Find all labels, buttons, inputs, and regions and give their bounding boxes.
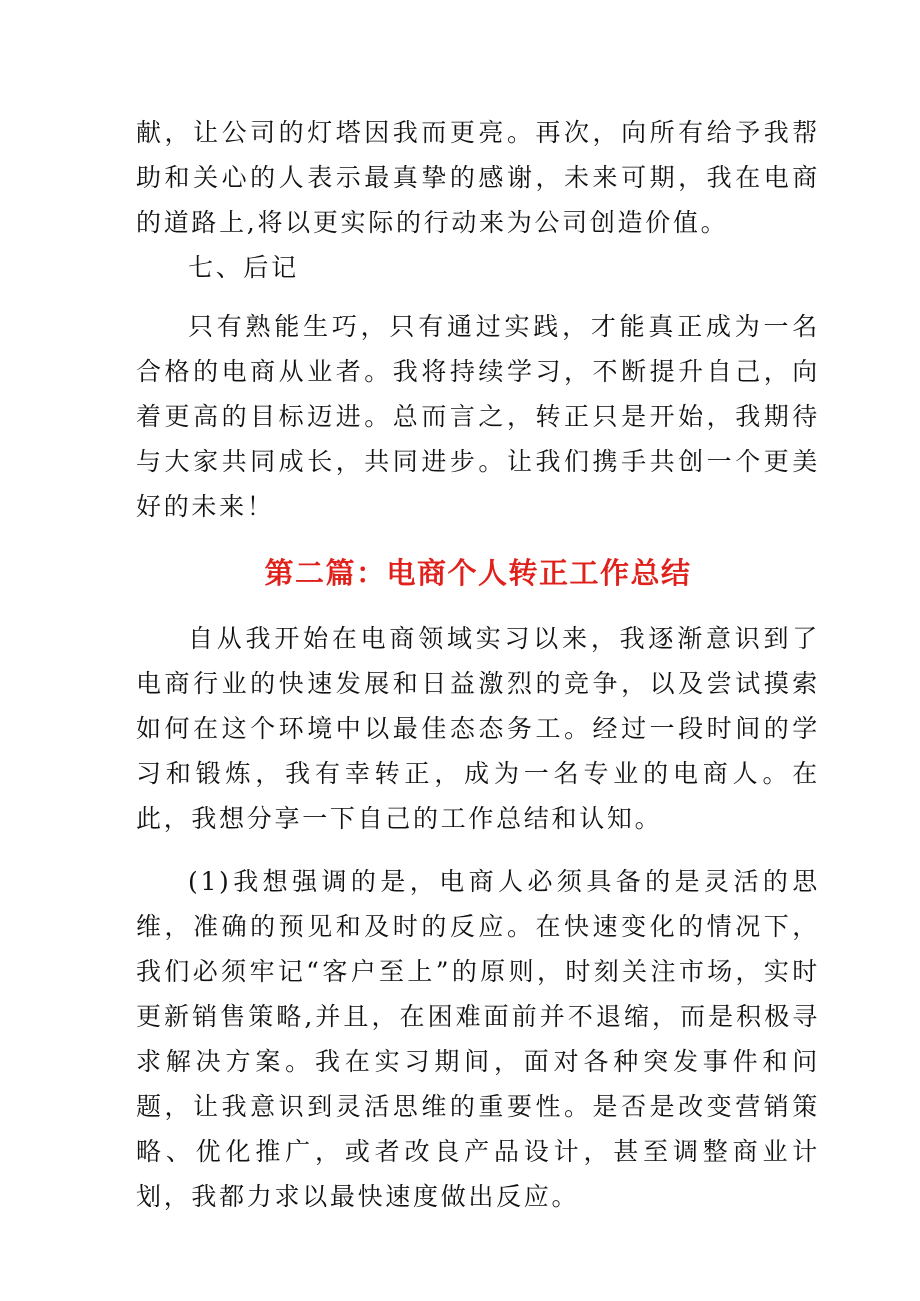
section-heading-postscript: 七、后记 — [188, 253, 299, 282]
paragraph-intro: 自从我开始在电商领域实习以来，我逐渐意识到了电商行业的快速发展和日益激烈的竞争，以及尝试摸索如何在这个环境中以最佳态态务工。经过一段时间的学习和锻炼，我有幸转正，成为一名专业的电商人。在此，我想分享一下自己的工作总结和认知。 — [136, 624, 820, 833]
article-title: 第二篇：电商个人转正工作总结 — [264, 556, 692, 590]
paragraph-continuation: 献，让公司的灯塔因我而更亮。再次，向所有给予我帮助和关心的人表示最真挚的感谢，未来可期，我在电商的道路上,将以更实际的行动来为公司创造价值。 — [136, 118, 820, 237]
paragraph-postscript: 只有熟能生巧，只有通过实践，才能真正成为一名合格的电商从业者。我将持续学习，不断提升自己，向着更高的目标迈进。总而言之，转正只是开始，我期待与大家共同成长，共同进步。让我们携手共创一个更美好的未来！ — [136, 312, 820, 521]
paragraph-point-1: (1)我想强调的是，电商人必须具备的是灵活的思维，准确的预见和及时的反应。在快速变化的情况下，我们必须牢记“客户至上”的原则，时刻关注市场，实时更新销售策略,并且，在困难面前并不退缩，而是积极寻求解决方案。我在实习期间，面对各种突发事件和问题，让我意识到灵活思维的重要性。是否是改变营销策略、优化推广，或者改良产品设计，甚至调整商业计划，我都力求以最快速度做出反应。 — [136, 867, 820, 1211]
